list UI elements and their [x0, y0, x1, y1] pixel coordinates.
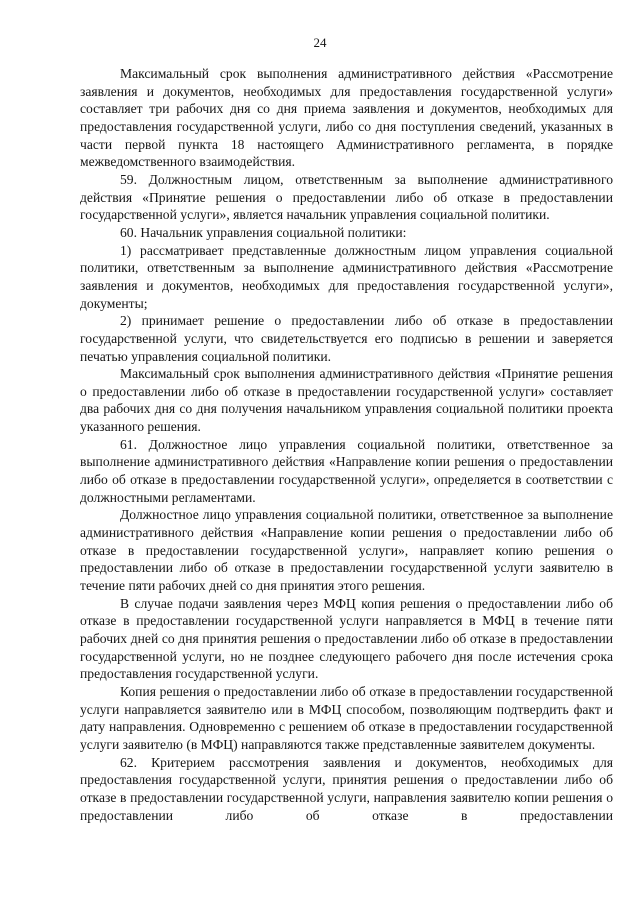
- paragraph-mfc-submission: В случае подачи заявления через МФЦ копия решения о предоставлении либо об отказе в предоставлении государственной услуги направляется в МФЦ в течение пяти рабочих дней со дня принятия решения о предоставлении либо об отказе в предоставлении государственной услуги, но не позднее следующего рабочего дня после истечения срока предоставления государственной услуги.: [80, 595, 613, 682]
- document-body: [80, 65, 613, 824]
- paragraph-60-item-2: 2) принимает решение о предоставлении либо об отказе в предоставлении государственной услуги, что свидетельствуется его подписью в решении и заверяется печатью управления социальной политики.: [80, 313, 613, 364]
- paragraph-max-term-decision: Максимальный срок выполнения административного действия «Принятие решения о предоставлении либо об отказе в предоставлении государственной услуги» составляет два рабочих дня со дня получения начальником управления социальной политики проекта указанного решения.: [80, 366, 613, 435]
- paragraph-max-term-review: Максимальный срок выполнения административного действия «Рассмотрение заявления и документов, необходимых для предоставления государственной услуги» составляет три рабочих дня со дня приема заявления и документов, необходимых для предоставления государственной услуги, либо со дня поступления сведений, указанных в части первой пункта 18 настоящего Административного регламента, в порядке межведомственного взаимодействия.: [80, 66, 613, 170]
- paragraph-59: 59. Должностным лицом, ответственным за выполнение административного действия «Принятие решения о предоставлении либо об отказе в предоставлении государственной услуги», является начальник управления социальной политики.: [80, 171, 613, 223]
- paragraph-61: 61. Должностное лицо управления социальной политики, ответственное за выполнение административного действия «Направление копии решения о предоставлении либо об отказе в предоставлении государственной услуги», определяется в соответствии с должностными регламентами.: [80, 436, 613, 505]
- paragraph-60: 60. Начальник управления социальной политики:: [120, 224, 407, 240]
- paragraph-copy-delivery: Копия решения о предоставлении либо об отказе в предоставлении государственной услуги направляется заявителю или в МФЦ способом, позволяющим подтвердить факт и дату направления. Одновременно с решением об отказе в предоставлении государственной услуги заявителю (в МФЦ) направляются также представленные заявителем документы.: [80, 683, 613, 752]
- paragraph-61-sending-copy: Должностное лицо управления социальной политики, ответственное за выполнение административного действия «Направление копии решения о предоставлении либо об отказе в предоставлении государственной услуги», направляет копию решения о предоставлении либо об отказе в предоставлении государственной услуги заявителю в течение пяти рабочих дней со дня принятия этого решения.: [80, 507, 613, 594]
- page-number: 24: [313, 35, 327, 50]
- paragraph-60-item-1: 1) рассматривает представленные должностным лицом управления социальной политики, ответственным за выполнение административного действия «Рассмотрение заявления и документов, необходимых для предоставления государственной услуги», документы;: [80, 242, 613, 311]
- paragraph-62: 62. Критерием рассмотрения заявления и документов, необходимых для предоставления государственной услуги, принятия решения о предоставлении либо об отказе в предоставлении государственной услуги, направления заявителю копии решения о предоставлении либо об отказе в предоставлении: [80, 754, 613, 823]
